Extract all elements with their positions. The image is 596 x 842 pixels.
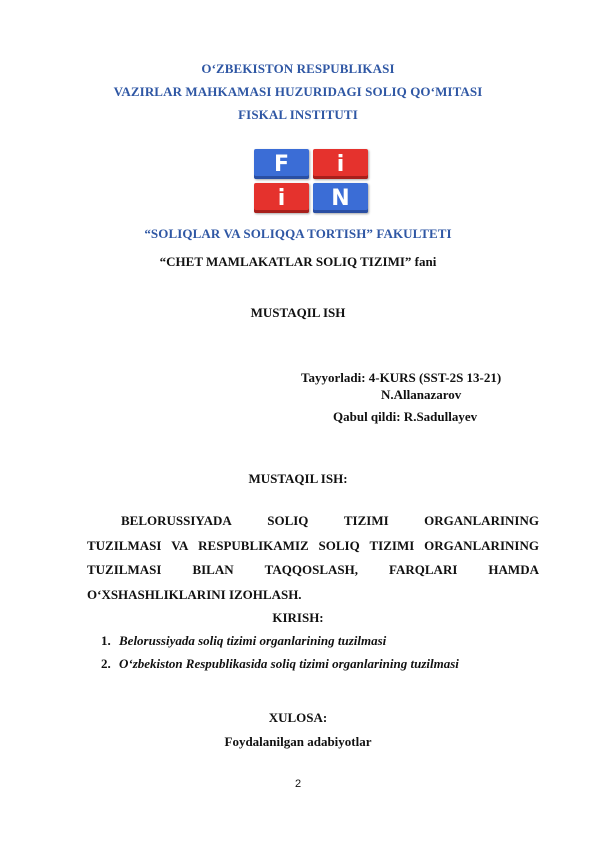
- topic-word: ORGANLARINING: [424, 513, 539, 528]
- header-line-3: FISKAL INSTITUTI: [238, 107, 358, 122]
- topic-word: SOLIQ: [318, 537, 360, 553]
- prepared-by: Tayyorladi: 4-KURS (SST-2S 13-21): [301, 370, 502, 385]
- topic-line-4: O‘XSHASHLIKLARINI IZOHLASH.: [87, 586, 302, 602]
- logo-tile-f: F: [254, 149, 309, 179]
- toc-item: [101, 629, 459, 652]
- topic-word: TIZIMI: [343, 513, 389, 528]
- topic-word: FARQLARI: [389, 562, 458, 578]
- intro-title: KIRISH:: [272, 610, 324, 625]
- logo-tile-n: N: [313, 183, 368, 213]
- topic-line-2: [87, 534, 539, 559]
- subject-title: “CHET MAMLAKATLAR SOLIQ TIZIMI” fani: [159, 254, 437, 269]
- topic-word: TIZIMI: [369, 537, 415, 553]
- topic-word: HAMDA: [488, 562, 539, 578]
- toc-item-number: 1.: [101, 633, 111, 648]
- logo-tile-i-bottom: i: [254, 183, 309, 213]
- topic-word: BELORUSSIYADA: [121, 513, 232, 528]
- topic-word: RESPUBLIKAMIZ: [198, 537, 309, 553]
- topic-word: VA: [171, 537, 189, 553]
- toc-item: [101, 652, 459, 675]
- header-line-1: O‘ZBEKISTON RESPUBLIKASI: [201, 61, 395, 76]
- faculty-title: “SOLIQLAR VA SOLIQQA TORTISH” FAKULTETI: [144, 226, 452, 241]
- topic-line-1: [87, 509, 539, 534]
- topic-paragraph: [87, 509, 539, 607]
- toc-item-text: Belorussiyada soliq tizimi organlarining tuzilmasi: [119, 633, 387, 648]
- student-name: N.Allanazarov: [381, 387, 462, 402]
- topic-word: ORGANLARINING: [424, 537, 539, 553]
- toc-list: [101, 629, 459, 675]
- section-title: MUSTAQIL ISH:: [248, 471, 348, 486]
- toc-item-text: O‘zbekiston Respublikasida soliq tizimi organlarining tuzilmasi: [119, 656, 459, 671]
- conclusion-title: XULOSA:: [268, 710, 328, 725]
- topic-word: SOLIQ: [267, 513, 309, 528]
- work-type: MUSTAQIL ISH: [250, 305, 346, 320]
- topic-word: TAQQOSLASH,: [264, 562, 358, 578]
- header-line-2: VAZIRLAR MAHKAMASI HUZURIDAGI SOLIQ QO‘MITASI: [113, 84, 483, 99]
- logo-tile-i-top: i: [313, 149, 368, 179]
- references-title: Foydalanilgan adabiyotlar: [224, 734, 372, 749]
- accepted-by: Qabul qildi: R.Sadullayev: [333, 409, 478, 424]
- fin-logo: [254, 149, 368, 213]
- toc-item-number: 2.: [101, 656, 111, 671]
- topic-word: TUZILMASI: [87, 537, 162, 553]
- topic-word: TUZILMASI: [87, 562, 162, 578]
- page-number: 2: [294, 778, 302, 790]
- topic-line-3: [87, 558, 539, 583]
- topic-word: BILAN: [192, 562, 234, 578]
